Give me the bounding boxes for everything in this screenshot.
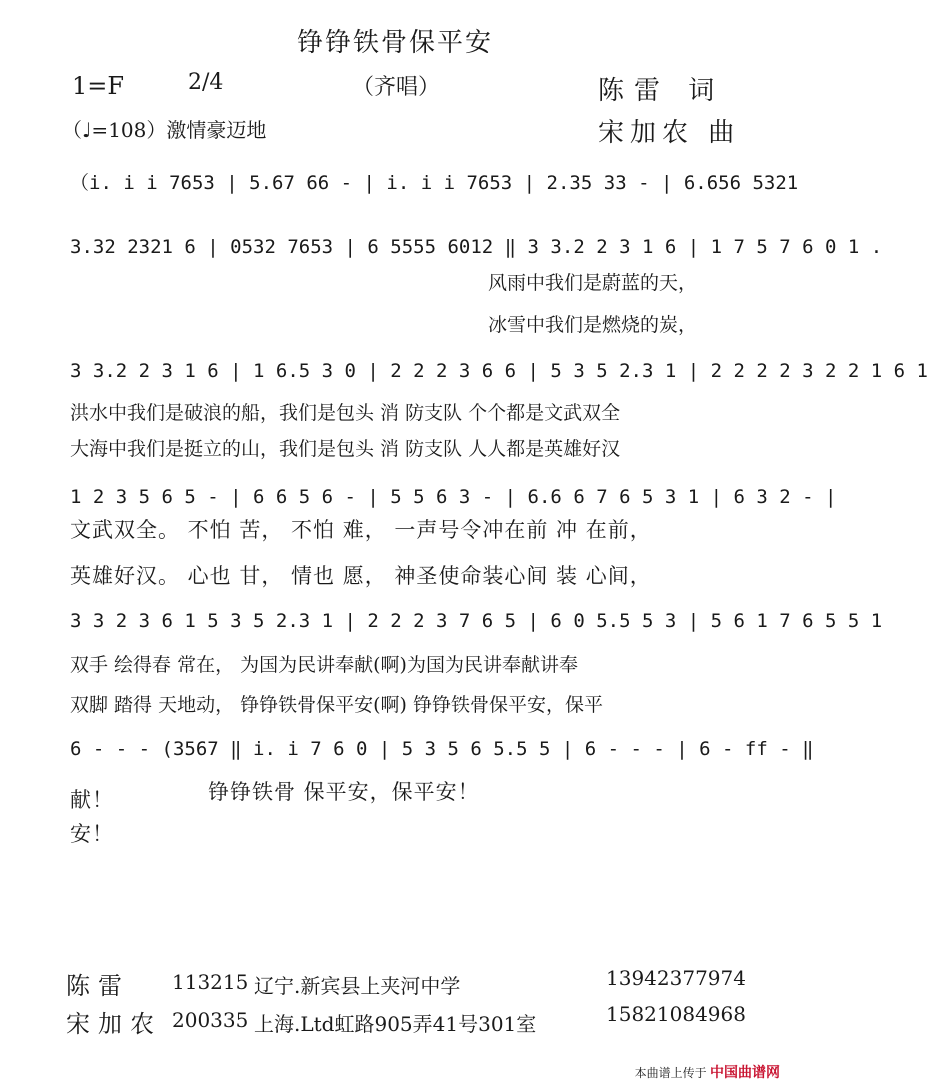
contact-zip-1: 113215 xyxy=(172,970,249,994)
contact-zip-2: 200335 xyxy=(172,1008,249,1032)
lyric-line-4a: 双手 绘得春 常在， 为国为民讲奉献(啊)为国为民讲奉献讲奉 xyxy=(70,654,578,676)
contact-address-2: 上海.Ltd虹路905弄41号301室 xyxy=(254,1012,537,1036)
notation-line-2: 3.32 2321 6 | 0532 7653 | 6 5555 6012 ‖ 3 3.2 2 3 1 6 | 1 7 5 7 6 0 1 . xyxy=(70,236,883,258)
contact-phone-2: 15821084968 xyxy=(606,1002,746,1026)
tempo-marking: （♩=108）激情豪迈地 xyxy=(62,118,267,142)
lyric-line-3b: 英雄好汉。 心也 甘， 情也 愿， 神圣使命装心间 装 心间， xyxy=(70,564,652,588)
lyric-line-6a: 安！ xyxy=(70,822,114,846)
notation-line-3: 3 3.2 2 3 1 6 | 1 6.5 3 0 | 2 2 2 3 6 6 | 5 3 5 2.3 1 | 2 2 2 2 3 2 2 1 6 1 xyxy=(70,360,928,382)
lyric-line-5b: 铮铮铁骨 保平安，保平安！ xyxy=(208,780,480,804)
lyric-line-5a: 献！ xyxy=(70,788,114,812)
footer-watermark xyxy=(635,1062,780,1082)
contact-name-1: 陈雷 xyxy=(66,972,130,1000)
notation-line-1: （i. i i 7653 | 5.67 66 - | i. i i 7653 | 2.35 33 - | 6.656 5321 xyxy=(70,172,799,194)
notation-line-4: 1 2 3 5 6 5 - | 6 6 5 6 - | 5 5 6 3 - | 6.6 6 7 6 5 3 1 | 6 3 2 - | xyxy=(70,486,837,508)
contact-phone-1: 13942377974 xyxy=(606,966,746,990)
footer-uploaded-text: 本曲谱上传于 xyxy=(634,1066,707,1080)
lyric-line-2a: 洪水中我们是破浪的船，我们是包头 消 防支队 个个都是文武双全 xyxy=(70,402,621,424)
lyric-line-4b: 双脚 踏得 天地动， 铮铮铁骨保平安(啊) 铮铮铁骨保平安，保平 xyxy=(70,694,603,716)
composer-credit: 宋加农 曲 xyxy=(598,118,741,148)
time-signature: 2/4 xyxy=(188,70,224,95)
lyric-line-1b: 冰雪中我们是燃烧的炭， xyxy=(488,314,698,336)
song-title: 铮铮铁骨保平安 xyxy=(296,28,493,58)
contact-name-2: 宋加农 xyxy=(66,1010,162,1038)
contact-address-1: 辽宁.新宾县上夹河中学 xyxy=(254,974,461,998)
key-signature: 1=F xyxy=(72,72,125,100)
performance-style: （齐唱） xyxy=(352,75,441,100)
lyric-line-3a: 文武双全。 不怕 苦， 不怕 难， 一声号令冲在前 冲 在前， xyxy=(70,518,652,542)
lyric-line-1a: 风雨中我们是蔚蓝的天， xyxy=(488,272,698,294)
notation-line-6: 6 - - - (3567 ‖ i. i 7 6 0 | 5 3 5 6 5.5 5 | 6 - - - | 6 - ff - ‖ xyxy=(70,738,814,760)
footer-site-logo: 中国曲谱网 xyxy=(710,1064,780,1080)
notation-line-5: 3 3 2 3 6 1 5 3 5 2.3 1 | 2 2 2 3 7 6 5 | 6 0 5.5 5 3 | 5 6 1 7 6 5 5 1 xyxy=(70,610,883,632)
lyric-line-2b: 大海中我们是挺立的山，我们是包头 消 防支队 人人都是英雄好汉 xyxy=(70,438,621,460)
lyricist-credit: 陈雷 词 xyxy=(598,76,725,106)
